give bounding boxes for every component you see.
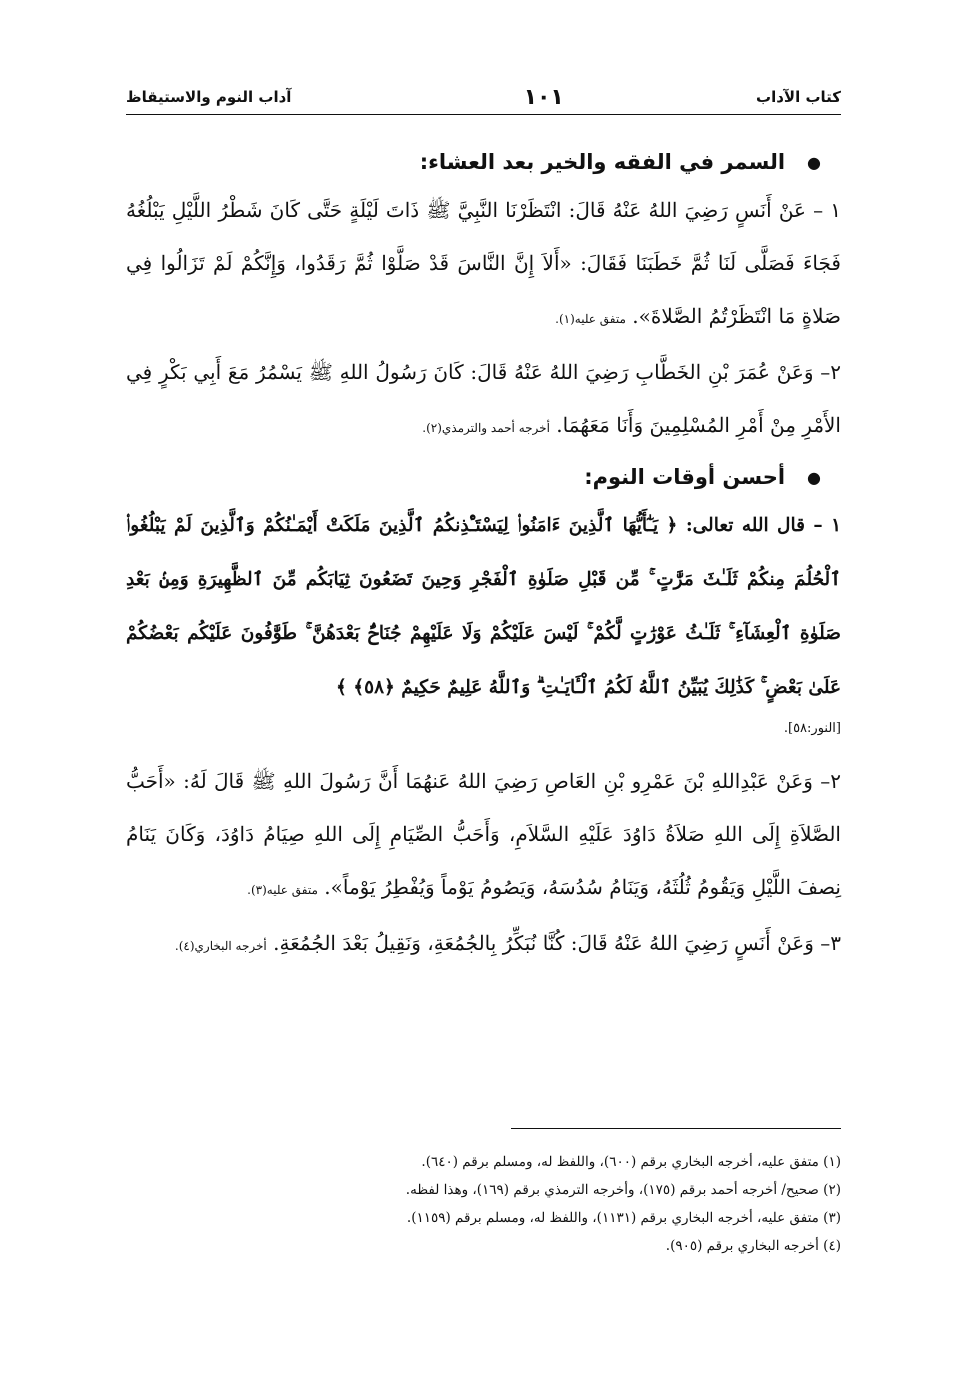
hadith-paragraph [126,917,841,973]
section-heading-evening-talk [126,140,821,184]
hadith-paragraph [126,184,841,346]
hadith-source: أخرجه البخاري(٤). [174,939,267,953]
hadith-source: أخرجه أحمد والترمذي(٢). [422,421,550,435]
section-title: السمر في الفقه والخير بعد العشاء: [419,150,786,174]
hadith-text: ٢– وَعَنْ عَبْدِاللهِ بْنَ عَمْرِو بْنِ العَاصِ رَضِيَ اللهُ عَنهُمَا أَنَّ رَسُولَ اللهِ ﷺ قَالَ لَهُ: «أَحَبُّ الصَّلاَةِ إِلَى اللهِ صَلاَةُ دَاوُدَ عَلَيْهِ السَّلاَمِ، وَأَحَبُّ الصِّيَامِ إِلَى اللهِ صِيَامُ دَاوُدَ، وَكَانَ يَنَامُ نِصفَ اللَّيْلِ وَيَقُومُ ثُلُثَهُ، وَيَنَامُ سُدُسَهُ، وَيَصُومُ يَوْماً وَيُفْطِرُ يَوْماً». [126,769,841,899]
footnote-separator [511,1128,841,1129]
hadith-paragraph [126,755,841,917]
hadith-source: متفق عليه(١). [555,312,626,326]
footnote: (١) متفق عليه، أخرجه البخاري برقم (٦٠٠)، واللفظ له، ومسلم برقم (٦٤٠). [421,1154,841,1170]
hadith-text: ١ – عَنْ أَنَسٍ رَضِيَ اللهُ عَنْهُ قَالَ: انْتَظَرْنَا النَّبِيَّ ﷺ ذَاتَ لَيْلَةٍ حَتَّى كَانَ شَطْرُ اللَّيْلِ يَبْلُغُهُ فَجَاءَ فَصَلَّى لَنَا ثُمَّ خَطَبَنَا فَقَالَ: «أَلاَ إِنَّ النَّاسَ قَدْ صَلَّوْا ثُمَّ رَقَدُوا، وَإِنَّكُمْ لَمْ تَزَالُوا فِي صَلاةٍ مَا انْتَظَرْتُمُ الصَّلاةَ». [126,198,841,328]
bullet-icon: ● [807,152,821,172]
verse-reference: [النور:٥٨]. [783,721,841,736]
footnote: (٣) متفق عليه، أخرجه البخاري برقم (١١٣١)، واللفظ له، ومسلم برقم (١١٥٩). [406,1210,841,1226]
bullet-icon: ● [807,467,821,487]
footnote: (٢) صحيح/ أخرجه أحمد برقم (١٧٥)، وأخرجه الترمذي برقم (١٦٩)، وهذا لفظه. [405,1182,841,1198]
quran-verse-paragraph [126,499,841,715]
hadith-text: ٢– وَعَنْ عُمَرَ بْنِ الخَطَّابِ رَضِيَ اللهُ عَنْهُ قَالَ: كَانَ رَسُولُ اللهِ ﷺ يَسْمُرُ مَعَ أَبِي بَكْرٍ فِي الأَمْرِ مِنْ أَمْرِ المُسْلِمِينَ وَأَنَا مَعَهُمَا. [126,360,841,437]
footnote: (٤) أخرجه البخاري برقم (٩٠٥). [665,1238,841,1254]
section-heading-sleep-times [126,455,821,499]
verse-intro: ١ – قال الله تعالى: [685,515,841,536]
header-chapter-title: آداب النوم والاستيقاظ [126,88,292,106]
page-body [126,140,841,973]
header-book-title: كتاب الآداب [756,88,841,106]
footnotes [126,1148,841,1260]
quran-verse: ﴿ يَـٰٓأَيُّهَا ٱلَّذِينَ ءَامَنُوا۟ لِيَسْتَـْٔذِنكُمُ ٱلَّذِينَ مَلَكَتْ أَيْمَـٰنُكُمْ وَٱلَّذِينَ لَمْ يَبْلُغُوا۟ ٱلْحُلُمَ مِنكُمْ ثَلَـٰثَ مَرَّٰتٍ ۚ مِّن قَبْلِ صَلَوٰةِ ٱلْفَجْرِ وَحِينَ تَضَعُونَ ثِيَابَكُم مِّنَ ٱلظَّهِيرَةِ وَمِنۢ بَعْدِ صَلَوٰةِ ٱلْعِشَآءِ ۚ ثَلَـٰثُ عَوْرَٰتٍ لَّكُمْ ۚ لَيْسَ عَلَيْكُمْ وَلَا عَلَيْهِمْ جُنَاحٌۢ بَعْدَهُنَّ ۚ طَوَّٰفُونَ عَلَيْكُم بَعْضُكُمْ عَلَىٰ بَعْضٍ ۚ كَذَٰلِكَ يُبَيِّنُ ٱللَّهُ لَكُمُ ٱلْـَٔايَـٰتِ ۗ وَٱللَّهُ عَلِيمٌ حَكِيمٌ ﴿٥٨﴾ ﴾ [126,515,841,698]
running-header [126,82,841,112]
hadith-source: متفق عليه(٣). [247,883,318,897]
header-rule [126,114,841,115]
hadith-text: ٣– وَعَنْ أَنَسٍ رَضِيَ اللهُ عَنْهُ قَالَ: كُنَّا نُبَكِّرُ بِالجُمُعَةِ، وَنَقِيلُ بَعْدَ الجُمُعَةِ. [273,931,841,955]
page-number: ١٠١ [523,84,564,110]
hadith-paragraph [126,346,841,455]
section-title: أحسن أوقات النوم: [584,465,786,489]
